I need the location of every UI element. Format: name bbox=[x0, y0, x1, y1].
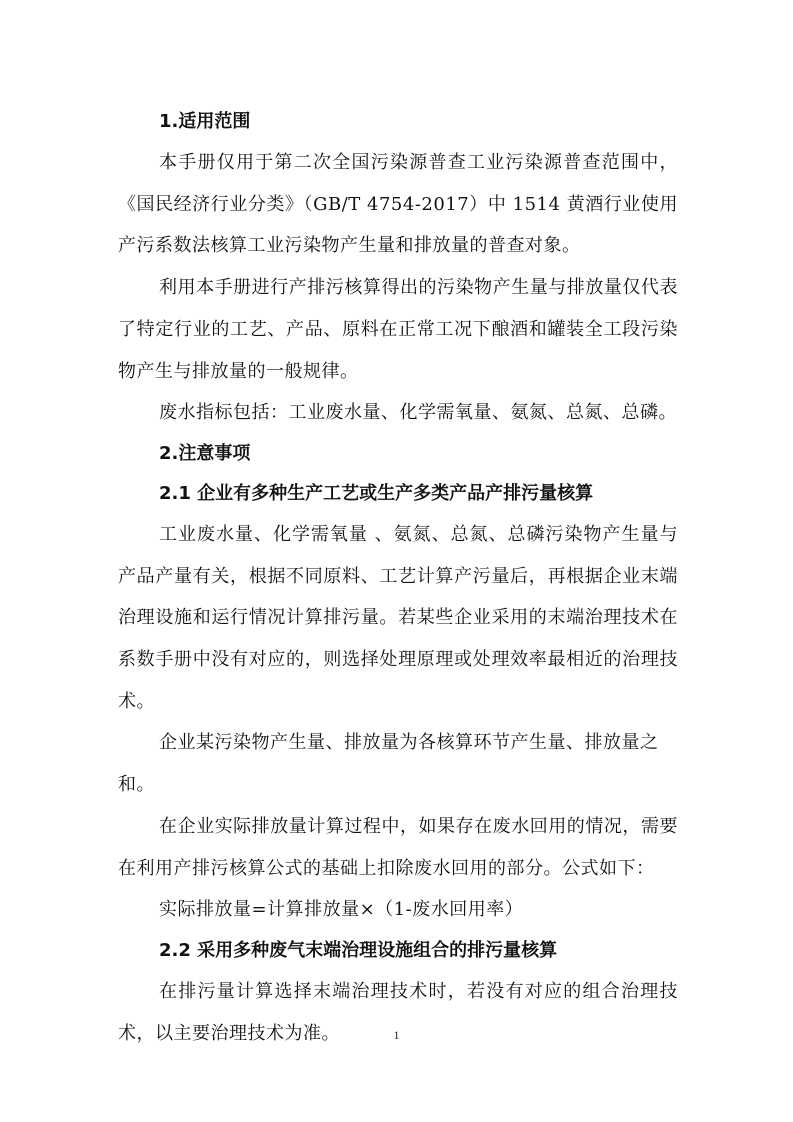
paragraph-scope-1: 本手册仅用于第二次全国污染源普查工业污染源普查范围中，《国民经济行业分类》（GB/T 4754-2017）中 1514 黄酒行业使用产污系数法核算工业污染物产生量和排放量的普查对象。 bbox=[118, 152, 678, 257]
subsection-heading-2-2: 2.2 采用多种废气末端治理设施组合的排污量核算 bbox=[159, 939, 558, 961]
paragraph-2-1-3: 在企业实际排放量计算过程中，如果存在废水回用的情况，需要在利用产排污核算公式的基础上扣除废水回用的部分。公式如下： bbox=[118, 815, 678, 879]
formula-line: 实际排放量=计算排放量×（1-废水回用率） bbox=[159, 899, 524, 921]
section-heading-scope: 1.适用范围 bbox=[159, 111, 251, 132]
section-heading-notes: 2.注意事项 bbox=[159, 442, 251, 464]
paragraph-2-1-2: 企业某污染物产生量、排放量为各核算环节产生量、排放量之和。 bbox=[118, 732, 659, 796]
subsection-heading-2-1: 2.1 企业有多种生产工艺或生产多类产品产排污量核算 bbox=[159, 482, 594, 504]
paragraph-2-2-1: 在排污量计算选择末端治理技术时，若没有对应的组合治理技术，以主要治理技术为准。 bbox=[118, 980, 678, 1044]
paragraph-scope-3: 废水指标包括：工业废水量、化学需氧量、氨氮、总氮、总磷。 bbox=[159, 402, 677, 424]
page-number: 1 bbox=[393, 1028, 400, 1042]
page-content bbox=[118, 102, 678, 1054]
paragraph-scope-2: 利用本手册进行产排污核算得出的污染物产生量与排放量仅代表了特定行业的工艺、产品、原料在正常工况下酿酒和罐装全工段污染物产生与排放量的一般规律。 bbox=[118, 277, 678, 382]
paragraph-2-1-1: 工业废水量、化学需氧量 、氨氮、总氮、总磷污染物产生量与产品产量有关，根据不同原料、工艺计算产污量后，再根据企业末端治理设施和运行情况计算排污量。若某些企业采用的末端治理技术在系数手册中没有对应的，则选择处理原理或处理效率最相近的治理技术。 bbox=[118, 523, 678, 712]
